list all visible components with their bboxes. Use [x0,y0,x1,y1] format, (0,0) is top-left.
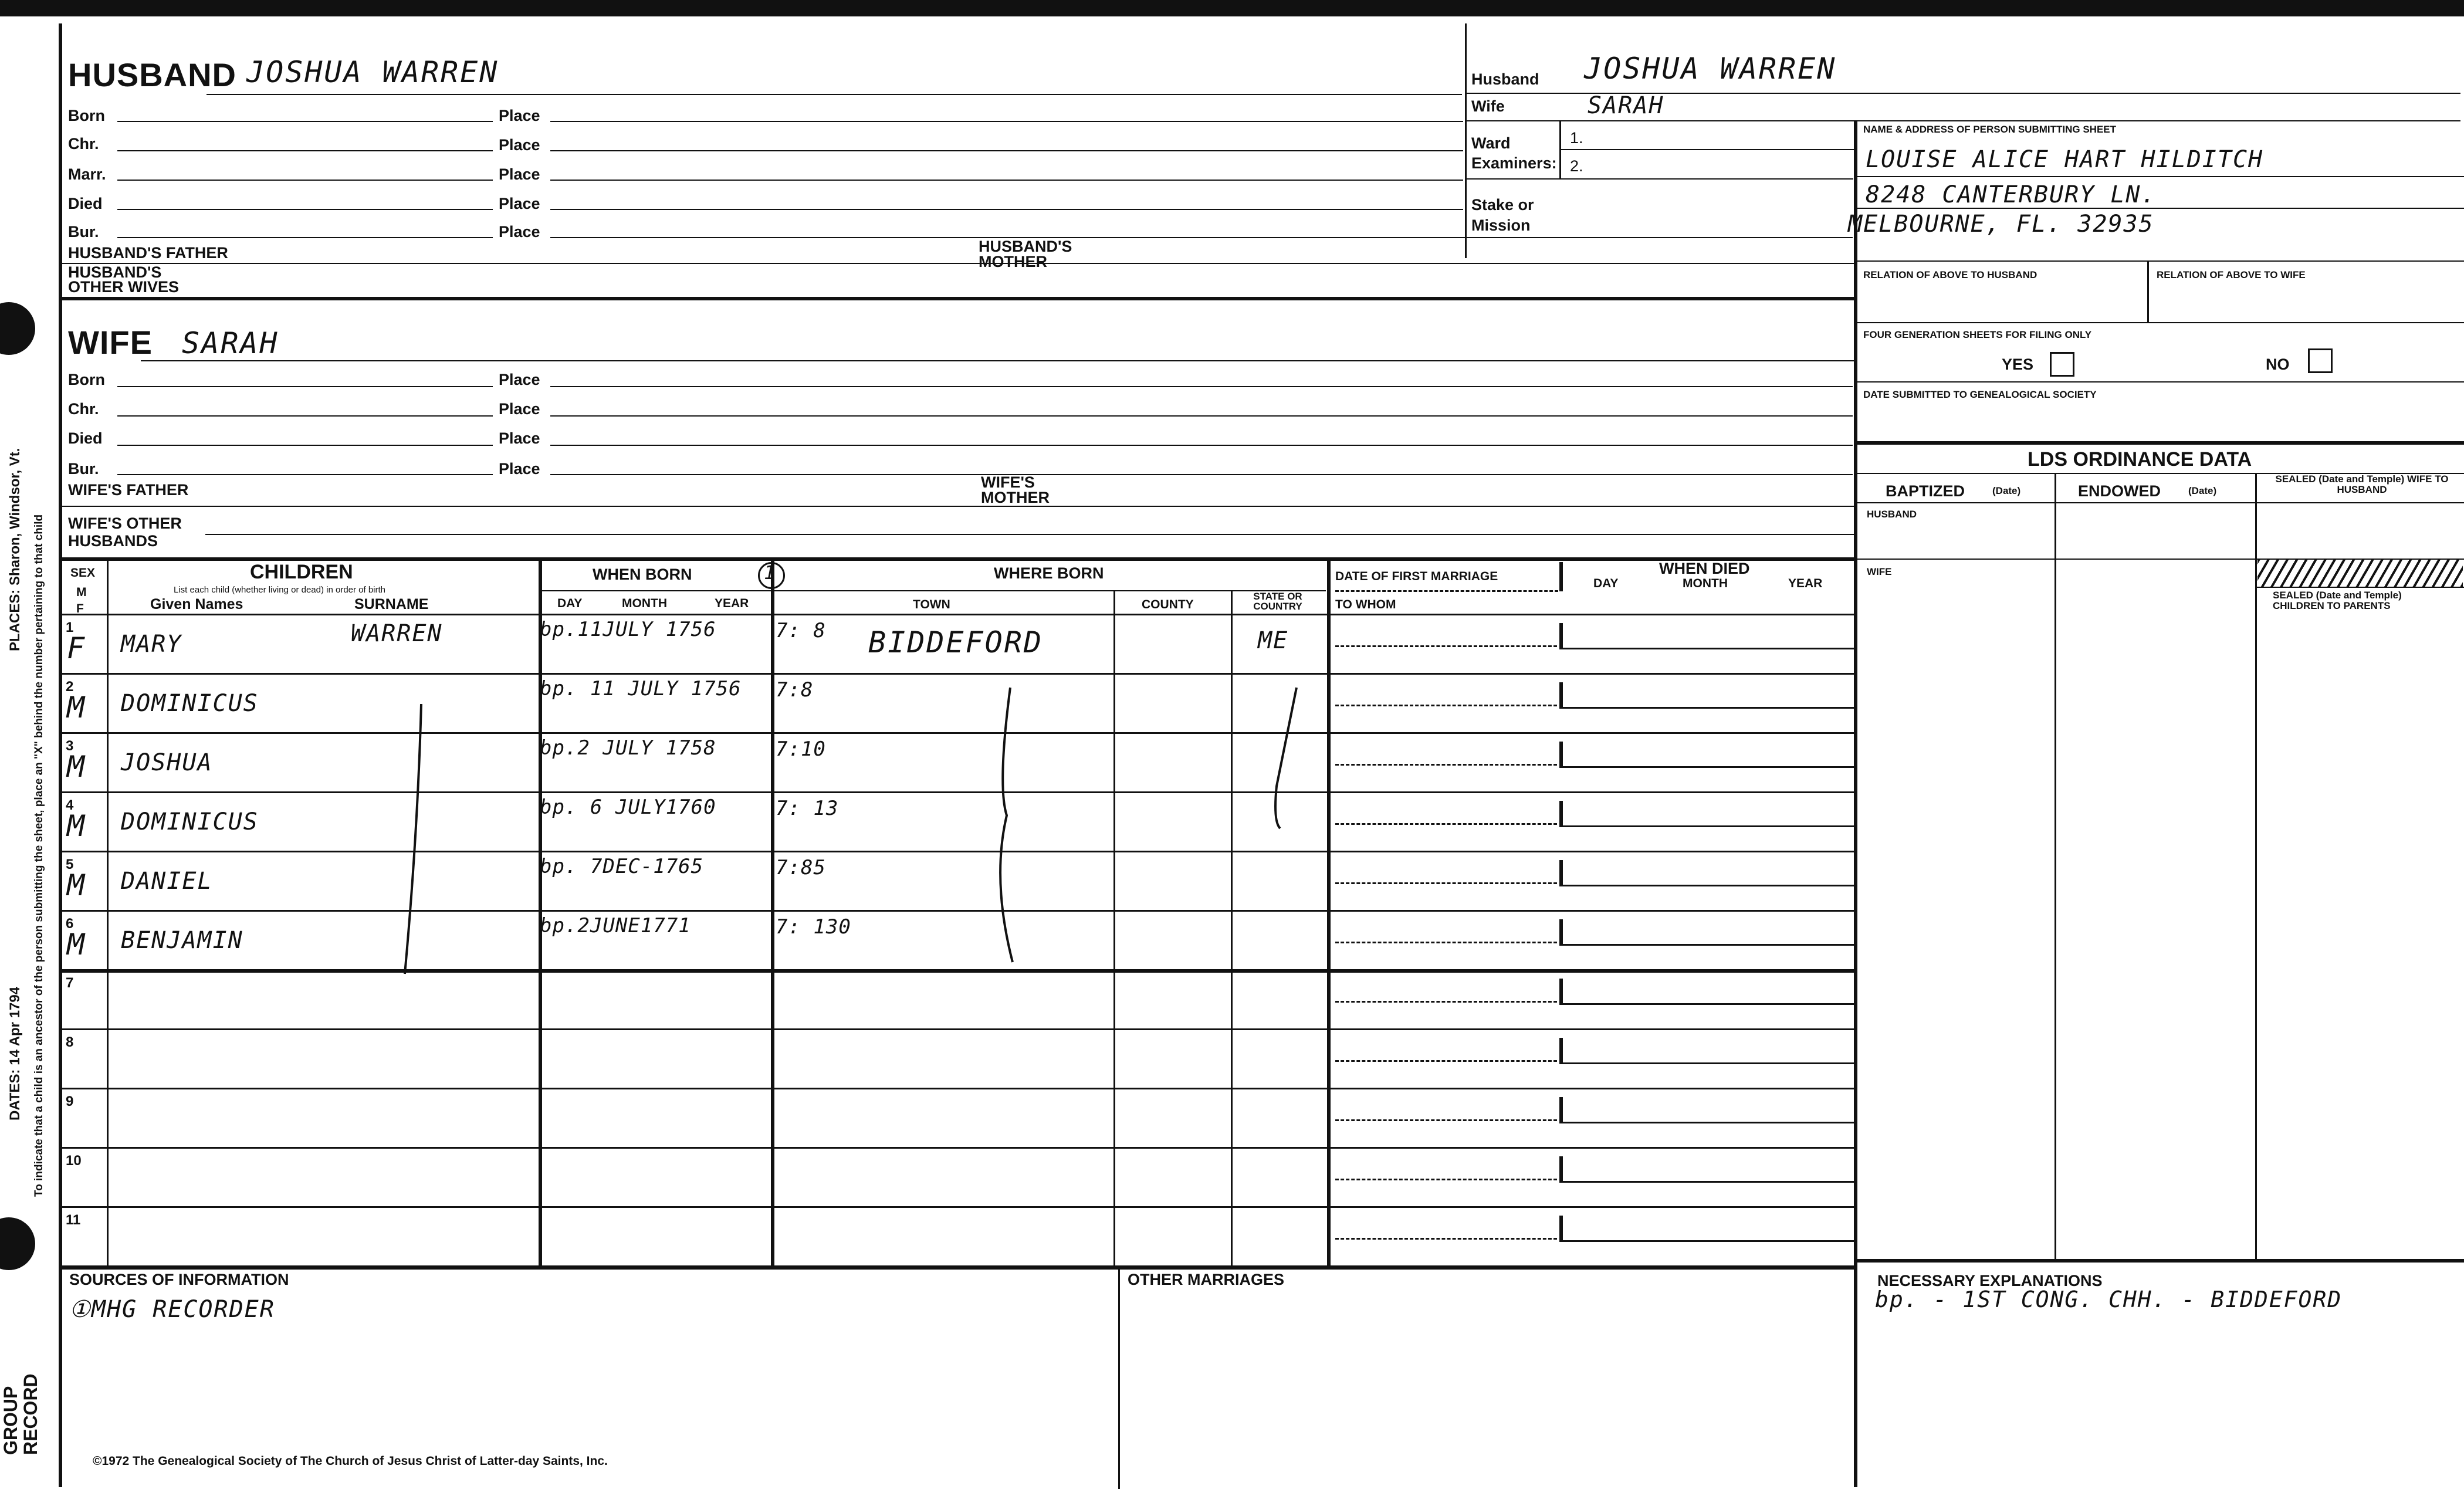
col-born-day: DAY [557,597,583,610]
child-number: 5 [66,857,74,872]
explanations-label: NECESSARY EXPLANATIONS [1877,1272,2103,1289]
other-marriages-label: OTHER MARRIAGES [1128,1271,1285,1288]
wife-name[interactable]: SARAH [182,326,279,360]
col-died-year: YEAR [1788,577,1823,590]
child-number: 6 [66,916,74,932]
ditto-mark-town [1000,688,1013,962]
wife-bur-place-label: Place [499,460,540,478]
child-source-ref[interactable]: 7: 130 [776,915,851,939]
ward-1: 1. [1570,129,1583,147]
lds-endowed-date: (Date) [2188,485,2217,496]
child-number: 3 [66,738,74,754]
col-first-marriage-label: DATE OF FIRST MARRIAGE [1335,570,1498,583]
child-when-born[interactable]: bp.11JULY 1756 [540,618,716,641]
husband-father-label: HUSBAND'S FATHER [68,244,228,262]
lds-baptized-date: (Date) [1992,485,2021,496]
submitter-label: NAME & ADDRESS OF PERSON SUBMITTING SHEET [1863,124,2117,135]
footer-top-right [1856,1259,2464,1263]
ditto-mark-surname [405,704,421,974]
date-submitted-label: DATE SUBMITTED TO GENEALOGICAL SOCIETY [1863,389,2097,400]
husband-label: HUSBAND [68,56,236,93]
lds-wife: WIFE [1867,566,1892,577]
lds-endowed: ENDOWED [2078,482,2161,500]
col-mf-label: M F [76,585,87,616]
wife-label: WIFE [68,324,153,361]
ward-examiners-label: Ward Examiners: [1471,134,1557,172]
footer-divider [1118,1267,1120,1489]
col-town-label: TOWN [913,598,950,611]
wife-bur-label: Bur. [68,460,99,478]
wife-chr-label: Chr. [68,400,99,418]
col-to-whom-label: TO WHOM [1335,598,1396,611]
wife-born-label: Born [68,371,105,388]
lds-sealed-children: SEALED (Date and Temple) CHILDREN TO PARENTS [2273,590,2402,611]
child-given-name[interactable]: DANIEL [121,868,213,895]
wife-died-label: Died [68,429,103,447]
lds-sealed-wife: SEALED (Date and Temple) WIFE TO HUSBAND [2275,473,2449,495]
margin-record: RECORD [20,1373,41,1455]
col-given-label: Given Names [150,596,243,612]
margin-group: GROUP [0,1386,21,1455]
right-husband-label: Husband [1471,70,1539,88]
husband-bur-place-label: Place [499,223,540,241]
four-gen-label: FOUR GENERATION SHEETS FOR FILING ONLY [1863,329,2092,340]
child-given-name[interactable]: DOMINICUS [121,808,259,835]
child-town[interactable]: BIDDEFORD [868,625,1043,659]
wife-other-husbands-label: WIFE'S OTHER HUSBANDS [68,515,182,550]
child-number: 1 [66,620,74,635]
husband-chr-place-label: Place [499,136,540,154]
child-given-name[interactable]: JOSHUA [121,749,213,776]
submitter-line-1[interactable]: LOUISE ALICE HART HILDITCH [1866,146,2264,173]
child-when-born[interactable]: bp.2 JULY 1758 [540,736,716,760]
col-sex-label: SEX [70,566,96,580]
child-sex[interactable]: M [67,691,87,725]
child-source-ref[interactable]: 7: 13 [776,797,839,820]
child-number: 8 [66,1034,74,1050]
child-given-name[interactable]: MARY [121,631,182,658]
child-when-born[interactable]: bp.2JUNE1771 [540,914,691,937]
husband-other-wives-label: HUSBAND'S OTHER WIVES [68,263,180,296]
child-number: 2 [66,679,74,695]
husband-marr-place-label: Place [499,165,540,183]
husband-marr-label: Marr. [68,165,106,183]
child-source-ref[interactable]: 7: 8 [776,619,826,642]
husband-chr-label: Chr. [68,135,99,153]
ditto-mark-state [1275,688,1297,828]
relation-wife-label: RELATION OF ABOVE TO WIFE [2157,269,2306,280]
col-state-label: STATE OR COUNTRY [1253,591,1302,612]
margin-dates: DATES: 14 Apr 1794 [7,986,23,1121]
col-died-month: MONTH [1683,577,1728,590]
husband-died-label: Died [68,195,103,212]
col-county-label: COUNTY [1142,598,1194,611]
lds-husband: HUSBAND [1867,509,1917,520]
col-born-month: MONTH [622,597,667,610]
wife-mother-label: WIFE'S MOTHER [981,473,1050,506]
lds-baptized: BAPTIZED [1886,482,1965,500]
col-children-label: CHILDREN [250,561,353,583]
stake-label: Stake or Mission [1471,196,1534,235]
footer-top [60,1266,1854,1270]
lds-title: LDS ORDINANCE DATA [2028,448,2252,471]
ward-2: 2. [1570,157,1583,175]
child-source-ref[interactable]: 7:8 [776,678,814,702]
col-died-day: DAY [1593,577,1619,590]
sources-value[interactable]: ①MHG RECORDER [69,1296,275,1323]
child-number: 4 [66,797,74,813]
source-mark-number: 1 [764,561,776,584]
col-when-died-label: WHEN DIED [1659,560,1750,577]
husband-mother-label: HUSBAND'S MOTHER [979,238,1072,270]
child-when-born[interactable]: bp. 7DEC-1765 [540,855,704,878]
husband-born-label: Born [68,107,105,124]
col-when-born-label: WHEN BORN [593,566,692,583]
child-state[interactable]: ME [1258,627,1289,654]
husband-name[interactable]: JOSHUA WARREN [246,55,499,89]
child-source-ref[interactable]: 7:10 [776,737,826,761]
wife-father-label: WIFE'S FATHER [68,481,189,499]
child-given-name[interactable]: DOMINICUS [121,690,259,717]
child-source-ref[interactable]: 7:85 [776,856,826,879]
child-surname[interactable]: WARREN [351,620,443,647]
col-surname-label: SURNAME [354,596,429,612]
yes-label: YES [2002,356,2034,373]
margin-instruction: To indicate that a child is an ancestor of the person submitting the sheet, place an "X" behind the number pertaining to that child [33,514,45,1197]
child-number: 7 [66,975,74,991]
child-sex[interactable]: M [67,928,87,962]
husband-died-place-label: Place [499,195,540,212]
col-children-note: List each child (whether living or dead) in order of birth [174,585,386,595]
child-sex[interactable]: F [67,631,87,665]
right-husband-value[interactable]: JOSHUA WARREN [1584,52,1837,86]
child-given-name[interactable]: BENJAMIN [121,927,243,954]
col-where-born-label: WHERE BORN [994,564,1104,582]
sources-label: SOURCES OF INFORMATION [69,1271,289,1288]
explanations-value[interactable]: bp. - 1ST CONG. CHH. - BIDDEFORD [1875,1287,2343,1312]
wife-born-place-label: Place [499,371,540,388]
right-wife-label: Wife [1471,97,1505,115]
relation-husband-label: RELATION OF ABOVE TO HUSBAND [1863,269,2037,280]
child-sex[interactable]: M [67,868,87,902]
submitter-line-2[interactable]: 8248 CANTERBURY LN. [1866,181,2157,208]
wife-died-place-label: Place [499,429,540,447]
husband-born-place-label: Place [499,107,540,124]
margin-places: PLACES: Sharon, Windsor, Vt. [7,448,23,651]
child-sex[interactable]: M [67,809,87,843]
right-wife-value[interactable]: SARAH [1588,92,1664,119]
child-when-born[interactable]: bp. 6 JULY1760 [540,796,716,819]
husband-bur-label: Bur. [68,223,99,241]
child-sex[interactable]: M [67,750,87,784]
child-number: 11 [66,1212,81,1228]
submitter-line-3[interactable]: MELBOURNE, FL. 32935 [1848,211,2154,238]
child-number: 10 [66,1153,82,1169]
col-born-year: YEAR [715,597,749,610]
no-label: NO [2266,356,2290,373]
child-when-born[interactable]: bp. 11 JULY 1756 [540,677,742,700]
child-number: 9 [66,1094,74,1109]
wife-chr-place-label: Place [499,400,540,418]
copyright: ©1972 The Genealogical Society of The Church of Jesus Christ of Latter-day Saints, Inc. [93,1454,608,1468]
